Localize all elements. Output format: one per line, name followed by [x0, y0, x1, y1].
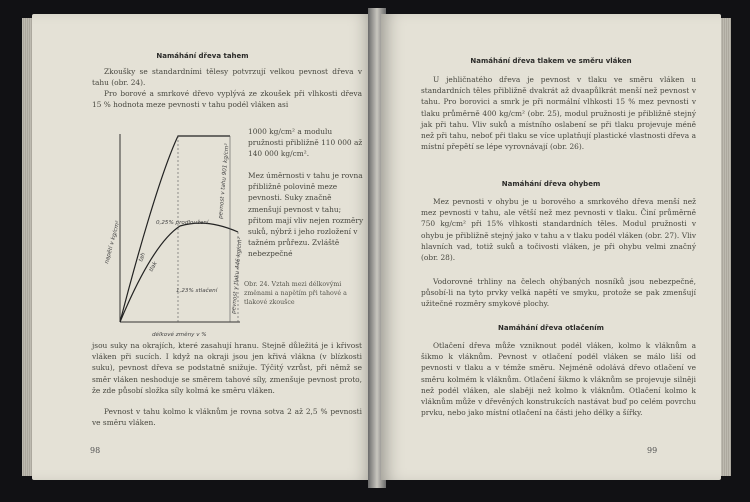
chart-label-stlaceni: 1,23% stlačení	[176, 288, 218, 294]
left-para-2: Pro borové a smrkové dřevo vyplývá ze zkoušek při vlhkosti dřeva 15 % hodnota meze pevnosti v tahu podél vláken asi	[92, 89, 362, 110]
figure-caption: Obr. 24. Vztah mezi délkovými změnami a napětím při tahové a tlakové zkoušce	[244, 281, 347, 307]
chart-label-pevnost-tah: pevnost v tahu 901 kg/cm²	[218, 143, 231, 220]
left-side-para-2: Mez úměrnosti v tahu je rovna přibližně polovině meze pevnosti. Suky značně zmenšují pevnost v tahu; přitom mají vliv nejen rozměry suků, nýbrž i jeho rozložení v tažném průřezu. Zvláště nebezpečné	[248, 171, 364, 259]
left-page-number: 98	[90, 446, 101, 455]
right-para-3: Vodorovné trhliny na čelech ohýbaných nosníků jsou nebezpečné, působí-li na tyto prvky velká napětí ve smyku, protože se pak zmenšují užitečné rozměry smykové plochy.	[421, 277, 696, 309]
chart-label-prodlouzeni: 0,25% prodloužení	[156, 220, 209, 226]
right-heading-1: Namáhání dřeva tlakem ve směru vláken	[470, 57, 632, 65]
chart-label-pevnost-tlak: pevnost v tlaku 446 kg/cm²	[231, 237, 244, 315]
right-heading-3: Namáhání dřeva otlačením	[498, 324, 604, 332]
right-para-1: U jehličnatého dřeva je pevnost v tlaku ve směru vláken u standardních těles přibližně dvakrát až dvaapůlkrát menší než pevnost v tahu. Pro borovici a smrk je při normální vlhkosti 15 % mez pevnosti v tlaku průměrně 400 kg/cm² (obr. 25), modul pružnosti je přibližně stejný jak při tahu. Vliv suků a místního oslabení se při tlaku projevuje méně než při tahu, neboť při tlaku se více uplatňují plastické vlastnosti dřeva a místní přepětí se lépe vyrovnávají (obr. 26).	[421, 75, 696, 152]
page-edges-left	[22, 18, 32, 476]
chart-label-tlak: tlak	[148, 260, 159, 273]
chart-label-tah: tah	[138, 252, 148, 263]
page-edges-right	[721, 18, 731, 476]
right-page	[381, 14, 721, 480]
right-page-number: 99	[647, 446, 658, 455]
right-heading-2: Namáhání dřeva ohybem	[501, 180, 601, 188]
right-para-4: Otlačení dřeva může vzniknout podél vláken, kolmo k vláknům a šikmo k vláknům. Pevnost v otlačení podél vláken se málo liší od pevnosti v tlaku a v témže směru. Nejméně odolává dřevo otlačení ve směru kolmém k vláknům. Otlačení šikmo k vláknům se projevuje silněji než podél vláken, ale slaběji než kolmo k vláknům. Otlačení kolmo k vláknům může v dřevěných konstrukcích nastávat buď po celém povrchu prvku, nebo jako místní otlačení na části jeho délky a šířky.	[421, 341, 696, 418]
stress-strain-chart	[90, 114, 250, 338]
chart-xlabel: délkové změny v %	[152, 332, 207, 338]
left-side-para-1: 1000 kg/cm² a modulu pružnosti přibližně 110 000 až 140 000 kg/cm².	[248, 127, 363, 159]
chart-ylabel: napětí v kg/cm²	[104, 220, 122, 265]
left-page	[32, 14, 373, 480]
left-para-3: jsou suky na okrajích, které zasahují hranu. Stejně důležitá je i křivost vláken při sucích. I když na okraji jsou jen křivá vlákna (v blízkosti suku), pevnost dřeva se podstatně snižuje. Týčitý vzrůst, při němž se směr vláken neshoduje se směrem tahové síly, zmenšuje pevnost proto, že zde působí složka síly kolmá ke směru vláken.	[92, 341, 362, 395]
left-para-1: Zkoušky se standardními tělesy potvrzují velkou pevnost dřeva v tahu (obr. 24).	[92, 67, 362, 88]
right-para-2: Mez pevnosti v ohybu je u borového a smrkového dřeva menší než mez pevnosti v tahu, ale větší než mez pevnosti v tlaku. Činí průměrně 750 kg/cm² při 15% vlhkosti standardních těles. Modul pružnosti v ohybu je přibližně stejný jako v tahu a v tlaku podél vláken (obr. 27). Vliv hlavních vad, totiž suků a točivosti vláken, je při ohybu velmi značný (obr. 28).	[421, 197, 696, 263]
compression-curve	[120, 223, 238, 322]
left-para-4: Pevnost v tahu kolmo k vláknům je rovna sotva 2 až 2,5 % pevnosti ve směru vláken.	[92, 407, 362, 428]
left-heading: Namáhání dřeva tahem	[156, 52, 249, 60]
